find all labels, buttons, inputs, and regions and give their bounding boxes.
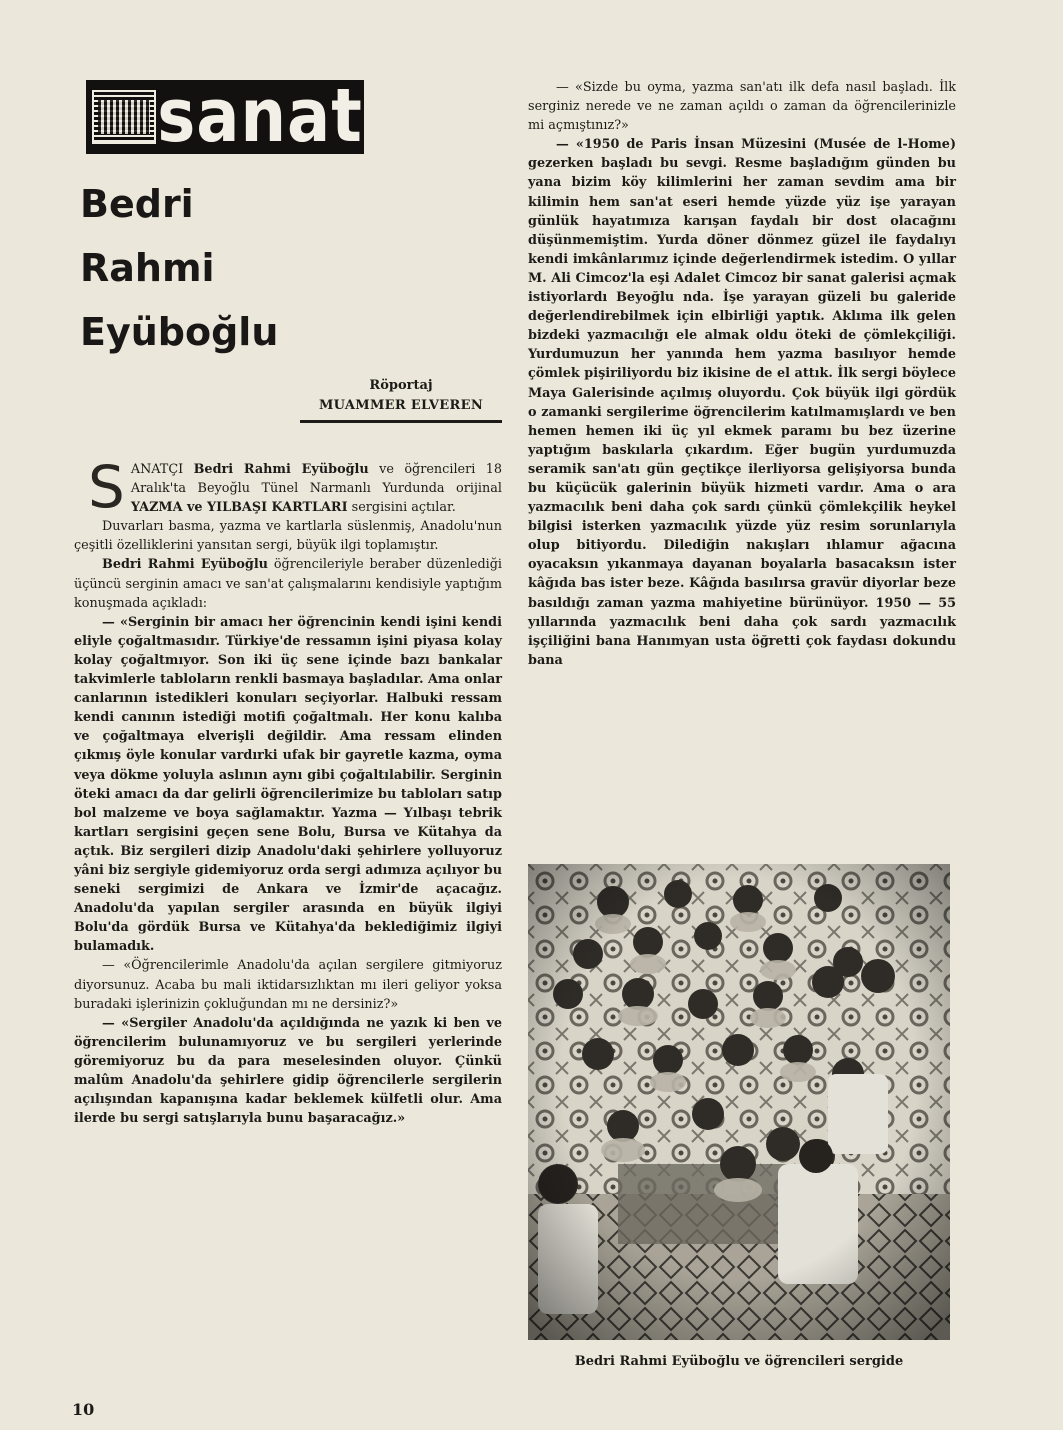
article-title	[80, 172, 380, 364]
byline-label: Röportaj	[369, 378, 433, 393]
section-label: sanat	[157, 74, 363, 160]
title-line-2: Rahmi	[80, 246, 215, 290]
section-banner	[86, 74, 364, 160]
answer-3: — «1950 de Paris İnsan Müzesini (Musée de l-Home) gezerken başladı bu sevgi. Resme başladığım günden bu yana bizim köy kilimlerini her zaman sevdim ama bir kilimin hem san'at eseri hemde yüzde yüz işe yarayan günlük hayatımıza karışan faydalı bir dost olacağını düşünmemiştim. Yurda döner dönmez güzel ile faydalıyı kendi imkânlarımız içinde değerlendirmek istedim. O yıllar M. Ali Cimcoz'la eşi Adalet Cimcoz bir sanat galerisi açmak istiyorlardı Beyoğlu nda. İşe yarayan güzeli bu galeride değerlendirebilmek için elbirliği yaptık. Aklıma ilk gelen bizdeki yazmacılığı ele almak oldu öteki de çömlekçiliği. Yurdumuzun her yanında hem yazma basılıyor hemde çömlek pişiriliyordu biz ikisine de el attık. İlk sergi böylece Maya Galerisinde açılmış oluyordu. Çok büyük ilgi gördük o zamanki sergilerime öğrencilerim katılmamışlardı ve ben hemen hemen iki üç yıl ekmek paramı bu bez üzerine yaptığım baskılarla çıkardım. Eğer bugün yurdumuzda seramik san'atı gün geçtikçe ilerliyorsa gelişiyorsa bunda bu küçücük galerinin büyük hizmeti vardır. Ama o ara yazmacılık beni daha çok sardı çünkü çömlekçilik heykel bilgisi isterken yazmacılık yüzde yüz resim sorunlarıyla olup bitiyordu. Dilediğin nakışları ıhlamur ağacına oyacaksın yıkanmaya dayanan boyalarla basacaksın ister kâğıda bas ister beze. Kâğıda basılırsa gravür diyorlar beze basıldığı zaman yazma mahiyetine bürünüyor. 1950 — 55 yıllarında yazmacılık beni daha çok sardı yazmacılık işçiliğini bana Hanımyan usta öğretti çok faydası dokundu bana	[528, 137, 956, 668]
photo-caption: Bedri Rahmi Eyüboğlu ve öğrencileri sergide	[574, 1354, 904, 1369]
title-line-3: Eyüboğlu	[80, 310, 279, 354]
question-2: — «Öğrencilerimle Anadolu'da açılan sergilere gitmiyoruz diyorsunuz. Acaba bu mali iktidarsızlıktan mı ileri geliyor yoksa buradaki işlerinizin çokluğundan mı ne dersiniz?»	[74, 958, 502, 1012]
question-3: — «Sizde bu oyma, yazma san'atı ilk defa nasıl başladı. İlk serginiz nerede ve ne zaman açıldı o zaman da öğrencilerinizle mi açmıştınız?»	[528, 80, 956, 134]
page-number: 10	[72, 1400, 95, 1419]
intro-paragraph-2: Duvarları basma, yazma ve kartlarla süslenmiş, Anadolu'nun çeşitli özelliklerini yansıtan sergi, büyük ilgi toplamıştır.	[74, 519, 502, 554]
byline-rule	[300, 420, 502, 423]
title-line-1: Bedri	[80, 182, 194, 226]
byline-author: MUAMMER ELVEREN	[318, 398, 484, 413]
intro-paragraph-3: Bedri Rahmi Eyüboğlu öğrencileriyle beraber düzenlediği üçüncü serginin amacı ve san'at çalışmalarını kendisiyle yaptığım konuşmada açıkladı:	[74, 557, 503, 611]
left-column	[74, 453, 503, 1128]
photo-illustration	[528, 864, 950, 1340]
intro-paragraph: SANATÇI Bedri Rahmi Eyüboğlu ve öğrencileri 18 Aralık'ta Beyoğlu Tünel Narmanlı Yurdunda orijinal YAZMA ve YILBAŞI KARTLARI sergisini açtılar.	[88, 453, 503, 521]
drop-cap: S	[88, 453, 125, 521]
right-column	[528, 78, 956, 670]
group-photo	[528, 864, 950, 1340]
answer-2: — «Sergiler Anadolu'da açıldığında ne yazık ki ben ve öğrencilerim bulunamıyoruz ve bu sergileri yerlerinde göremiyoruz bu da para meselesinden oluyor. Çünkü malûm Anadolu'da şehirlere gidip öğrencilerle sergilerin açılışından kapanışına kadar beklemek külfetli olur. Ama ilerde bu sergi satışlarıyla bunu başaracağız.»	[74, 1015, 502, 1127]
byline	[300, 376, 502, 423]
answer-1: — «Serginin bir amacı her öğrencinin kendi işini kendi eliyle çoğaltmasıdır. Türkiye'de ressamın işini piyasa kolay kolay çoğaltmıyor. Son iki üç sene içinde bazı bankalar takvimlerle tabloların renkli basmaya başladılar. Ama onlar canlarının istedikleri konuları seçiyorlar. Halbuki ressam kendi canının istediği motifi çoğaltmalı. Her konu kalıba ve çoğaltmaya elverişli değildir. Ama ressam elinden çıkmış öyle konular vardırki ufak bir gayretle kazma, oyma veya dökme yoluyla aslının aynı gibi çoğaltılabilir. Serginin öteki amacı da dar gelirli öğrencilerimize bu tabloları satıp bol malzeme ve boya sağlamaktır. Yazma — Yılbaşı tebrik kartları sergisini geçen sene Bolu, Bursa ve Kütahya da açtık. Biz sergileri dizip Anadolu'daki şehirlere yolluyoruz yâni biz sergiyle gidemiyoruz orda sergi adımıza açılıyor bu seneki sergimizi de Ankara ve İzmir'de açacağız. Anadolu'da yapılan sergiler arasında en büyük ilgiyi Bolu'da gördük Bursa ve Kütahya'da beklediğimiz ilgiyi bulamadık.	[74, 614, 502, 955]
banner-pattern-icon	[92, 90, 156, 144]
